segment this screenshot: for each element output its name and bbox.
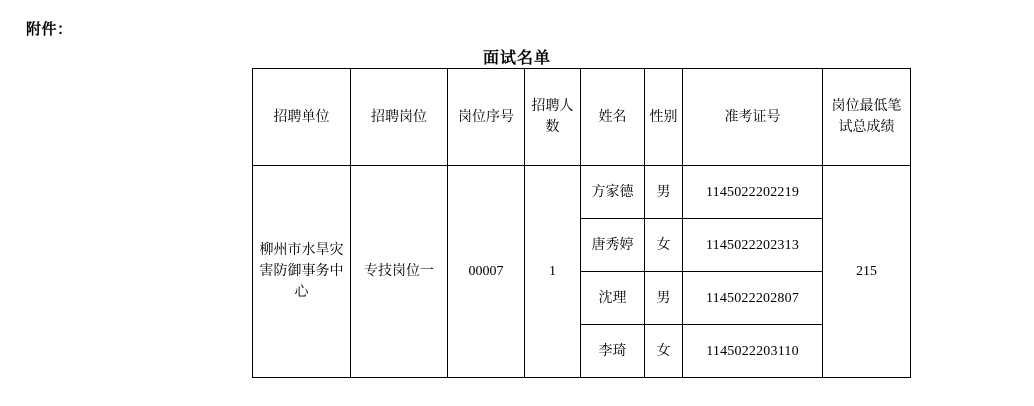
cell-unit: 柳州市水旱灾害防御事务中心 (253, 166, 351, 378)
cell-ticket: 1145022202313 (683, 219, 823, 272)
header-seq: 岗位序号 (448, 69, 525, 166)
cell-ticket: 1145022202807 (683, 272, 823, 325)
header-ticket: 准考证号 (683, 69, 823, 166)
header-score: 岗位最低笔试总成绩 (823, 69, 911, 166)
cell-ticket: 1145022203110 (683, 325, 823, 378)
header-unit: 招聘单位 (253, 69, 351, 166)
cell-count: 1 (525, 166, 581, 378)
interview-list-table (252, 68, 911, 378)
cell-gender: 男 (645, 272, 683, 325)
header-count: 招聘人数 (525, 69, 581, 166)
cell-post: 专技岗位一 (351, 166, 448, 378)
page-title: 面试名单 (482, 50, 551, 67)
attachment-label: 附件： (26, 21, 73, 38)
cell-seq: 00007 (448, 166, 525, 378)
cell-name: 沈理 (581, 272, 645, 325)
cell-name: 方家德 (581, 166, 645, 219)
cell-name: 唐秀婷 (581, 219, 645, 272)
cell-score: 215 (823, 166, 911, 378)
cell-ticket: 1145022202219 (683, 166, 823, 219)
table-row (253, 166, 911, 219)
header-post: 招聘岗位 (351, 69, 448, 166)
table-header-row (253, 69, 911, 166)
cell-name: 李琦 (581, 325, 645, 378)
interview-list-table-wrap (252, 68, 911, 378)
cell-gender: 女 (645, 219, 683, 272)
header-gender: 性别 (645, 69, 683, 166)
cell-gender: 男 (645, 166, 683, 219)
header-name: 姓名 (581, 69, 645, 166)
cell-gender: 女 (645, 325, 683, 378)
